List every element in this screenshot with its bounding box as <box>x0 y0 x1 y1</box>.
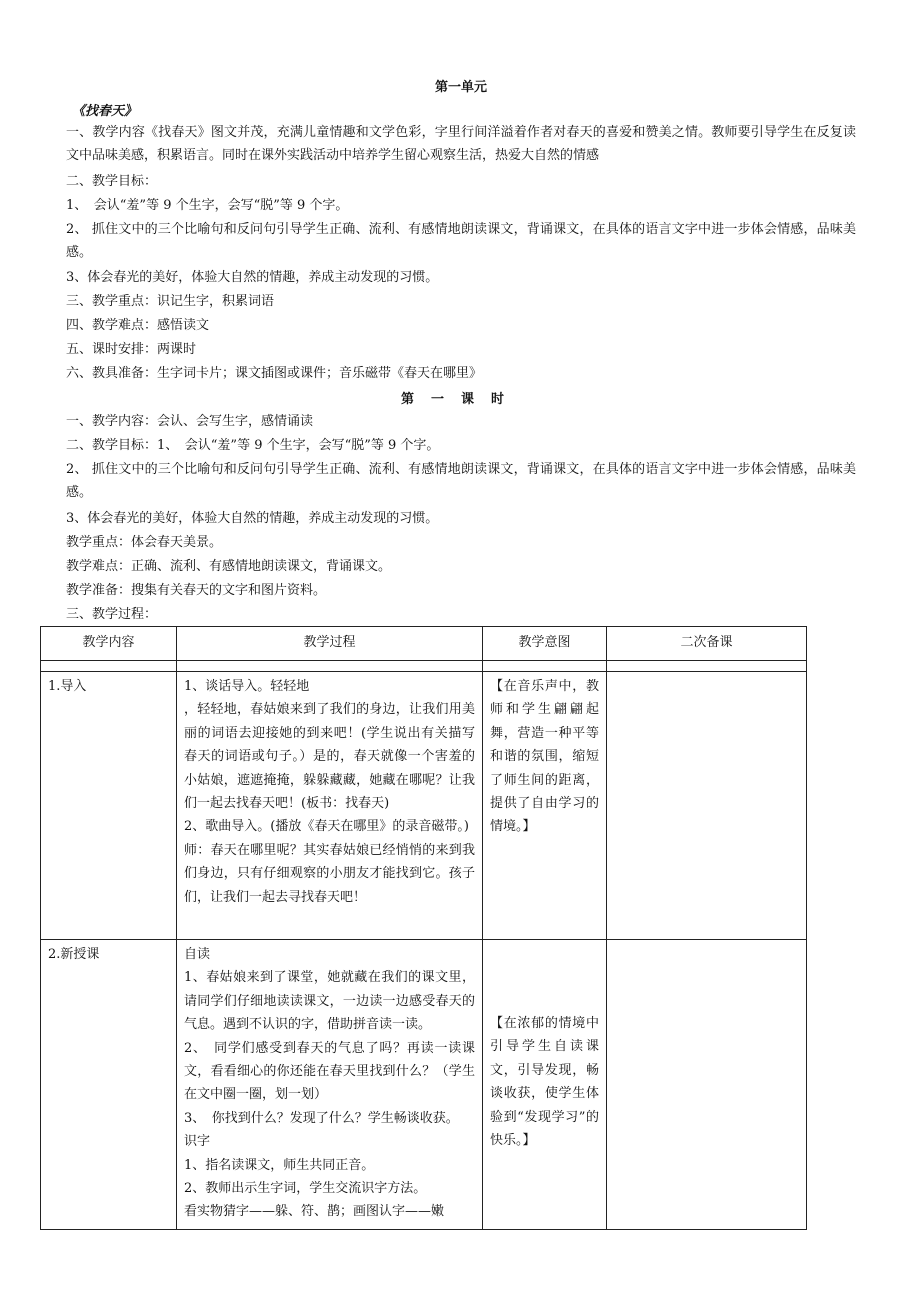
row-process: 自读 1、春姑娘来到了课堂，她就藏在我们的课文里，请同学们仔细地读读课文，一边读一边感受春天的气息。遇到不认识的字，借助拼音读一读。 2、 同学们感受到春天的气息了吗？再读一读课文，看看细心的你还能在春天里找到什么？（学生在文中圈一圈，划一划） 3、 你找到什么？发现了什么？学生畅谈收获。 识字 1、指名读课文，师生共同正音。 2、教师出示生字词，学生交流识字方法。 看实物猜字——躲、符、鹊；画图认字——嫩 <box>177 940 483 1230</box>
row-intent: 【在音乐声中，教师和学生翩翩起舞，营造一种平等和谐的氛围，缩短了师生间的距离，提供了自由学习的情境。】 <box>483 672 607 940</box>
header-notes: 二次备课 <box>607 627 807 661</box>
row-notes <box>607 672 807 940</box>
period-title: 第一课时 <box>400 392 521 407</box>
table-header-row <box>41 627 807 661</box>
period-content: 一、教学内容：会认、会写生字，感情诵读 <box>66 414 314 429</box>
header-process: 教学过程 <box>177 627 483 661</box>
period-preparation: 教学准备：搜集有关春天的文字和图片资料。 <box>66 583 327 598</box>
row-notes <box>607 940 807 1230</box>
period-key-point: 教学重点：体会春天美景。 <box>66 535 223 550</box>
period-difficulty: 教学难点：正确、流利、有感情地朗读课文，背诵课文。 <box>66 559 392 574</box>
table-row <box>41 672 807 940</box>
header-intent: 教学意图 <box>483 627 607 661</box>
intro-schedule: 五、课时安排：两课时 <box>66 342 197 357</box>
intro-goal-1: 1、 会认“羞”等 9 个生字，会写“脱”等 9 个字。 <box>66 198 349 213</box>
lesson-plan-table <box>40 626 807 1230</box>
period-goal-1: 二、教学目标：1、 会认“羞”等 9 个生字，会写“脱”等 9 个字。 <box>66 438 440 453</box>
intro-paragraph-content: 一、教学内容《找春天》图文并茂，充满儿童情趣和文学色彩，字里行间洋溢着作者对春天的喜爱和赞美之情。教师要引导学生在反复读文中品味美感，积累语言。同时在课外实践活动中培养学生留心观察生活，热爱大自然的情感 <box>66 125 856 163</box>
period-goal-3: 3、体会春光的美好，体验大自然的情趣，养成主动发现的习惯。 <box>66 511 439 526</box>
intro-materials: 六、教具准备：生字词卡片；课文插图或课件；音乐磁带《春天在哪里》 <box>66 366 483 381</box>
table-gap-row <box>41 661 807 672</box>
table-row <box>41 940 807 1230</box>
intro-goal-2: 2、 抓住文中的三个比喻句和反问句引导学生正确、流利、有感情地朗读课文，背诵课文，在具体的语言文字中进一步体会情感，品味美感。 <box>66 222 856 260</box>
unit-title: 第一单元 <box>434 80 487 95</box>
period-process-heading: 三、教学过程： <box>66 607 158 622</box>
row-intent: 【在浓郁的情境中引导学生自读课文，引导发现，畅谈收获，使学生体验到“发现学习”的快乐。】 <box>483 940 607 1230</box>
header-content: 教学内容 <box>41 627 177 661</box>
intro-goal-3: 3、体会春光的美好，体验大自然的情趣，养成主动发现的习惯。 <box>66 270 439 285</box>
intro-difficulty: 四、教学难点：感悟读文 <box>66 318 210 333</box>
row-content: 2.新授课 <box>41 940 177 1230</box>
row-content: 1.导入 <box>41 672 177 940</box>
lesson-title: 《找春天》 <box>72 104 138 119</box>
period-goal-2: 2、 抓住文中的三个比喻句和反问句引导学生正确、流利、有感情地朗读课文，背诵课文，在具体的语言文字中进一步体会情感，品味美感。 <box>66 462 856 500</box>
row-process: 1、谈话导入。轻轻地 ，轻轻地，春姑娘来到了我们的身边，让我们用美丽的词语去迎接她的到来吧！(学生说出有关描写春天的词语或句子。）是的，春天就像一个害羞的小姑娘，遮遮掩掩，躲躲藏藏，她藏在哪呢？让我们一起去找春天吧！(板书：找春天) 2、歌曲导入。(播放《春天在哪里》的录音磁带。) 师：春天在哪里呢？其实春姑娘已经悄悄的来到我们身边，只有仔细观察的小朋友才能找到它。孩子们，让我们一起去寻找春天吧！ <box>177 672 483 940</box>
intro-key-point: 三、教学重点：识记生字，积累词语 <box>66 294 275 309</box>
intro-goals-heading: 二、教学目标： <box>66 174 158 189</box>
